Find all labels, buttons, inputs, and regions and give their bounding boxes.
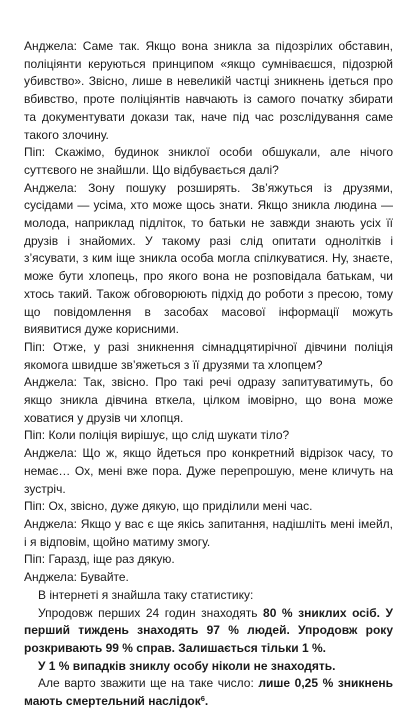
final-paragraph xyxy=(24,675,393,710)
speaker-name: Піп: xyxy=(24,499,46,514)
final-bold-statement: лише 0,25 % зникнень мають смертельний наслідок xyxy=(24,676,393,709)
dialogue-text: Ох, звісно, дуже дякую, що приділили мені час. xyxy=(48,499,313,514)
dialogue-text: Гаразд, іще раз дякую. xyxy=(48,552,175,567)
speaker-name: Піп: xyxy=(24,428,46,443)
dialogue-text: Коли поліція вирішує, що слід шукати тіло? xyxy=(48,428,290,443)
speaker-name: Анджела: xyxy=(24,570,77,585)
stats-bold-text: 80 % зниклих осіб. У перший тиждень знаходять 97 % людей. Упродовж року розкривають 99 % справ. Залишається тільки 1 %. xyxy=(24,605,393,655)
speaker-name: Анджела: xyxy=(24,180,77,195)
dialogue-line xyxy=(24,144,393,179)
stats-paragraph xyxy=(24,605,393,658)
interview-dialogue xyxy=(24,38,393,587)
speaker-name: Анджела: xyxy=(24,516,77,531)
dialogue-line xyxy=(24,498,393,516)
dialogue-text: Отже, у разі зникнення сімнадцятирічної дівчини поліція якомога швидше зв’яжеться з її друзями та хлопцем? xyxy=(24,339,393,372)
dialogue-line xyxy=(24,339,393,374)
dialogue-text: Так, звісно. Про такі речі одразу запитуватимуть, бо якщо зникла дівчина вткела, цілком імовірно, що вона може ховатися у друзів чи хлопця. xyxy=(24,375,394,425)
dialogue-line xyxy=(24,38,393,144)
stats-text: Упродовж перших 24 годин знаходять xyxy=(38,605,264,620)
speaker-name: Піп: xyxy=(24,552,46,567)
dialogue-line xyxy=(24,180,393,339)
dialogue-line xyxy=(24,516,393,551)
footnote-marker: 6 xyxy=(200,694,205,704)
dialogue-text: Що ж, якщо йдеться про конкретний відрізок часу, то немає… Ох, мені вже пора. Дуже перепрошую, мене кличуть на зустріч. xyxy=(24,446,393,496)
dialogue-line xyxy=(24,551,393,569)
dialogue-text: Якщо у вас є ще якісь запитання, надішліть мені імейл, і я відповім, щойно матиму змогу. xyxy=(24,516,393,549)
dialogue-text: Скажімо, будинок зниклої особи обшукали, але нічого суттєвого не знайшли. Що відбувається далі? xyxy=(24,145,393,177)
dialogue-line xyxy=(24,374,393,427)
speaker-name: Піп: xyxy=(24,145,46,160)
dialogue-text: Саме так. Якщо вона зникла за підозрілих обставин, поліціянти керуються принципом «якщо сумніваєшся, підозрюй убивство». Звісно, лише в невеликій частці зникнень ідеться про вбивство, проте поліціянтів навчають із самого початку збирати та документувати докази так, наче під час розслідування саме такого злочину. xyxy=(24,39,393,142)
final-period: . xyxy=(204,694,209,709)
stats-intro: В інтернеті я знайшла таку статистику: xyxy=(38,587,254,602)
dialogue-line xyxy=(24,569,393,587)
dialogue-line xyxy=(24,445,393,498)
one-percent-statement xyxy=(24,658,393,676)
speaker-name: Піп: xyxy=(24,339,46,354)
dialogue-line xyxy=(24,427,393,445)
speaker-name: Анджела: xyxy=(24,39,77,53)
dialogue-text: Зону пошуку розширять. Зв’яжуться із друзями, сусідами — усіма, хто може щось знати. Якщо зникла людина — молода, наприклад підліток, то батьки не завжди знають усіх її друзів і знайомих. У такому разі слід опитати однолітків і з’ясувати, з ким іще зникла особа могла спілкуватися. Ну, знаєте, може бути хлопець, про якого вона не розповідала батькам, чи хтось такий. Також обговорюють підхід до роботи з пресою, тому що повідомлення в засобах масової інформації можуть виявитися дуже корисними. xyxy=(24,180,393,337)
dialogue-text: Бувайте. xyxy=(80,570,129,585)
final-text: Але варто зважити ще на таке число: xyxy=(38,676,259,691)
speaker-name: Анджела: xyxy=(24,375,77,390)
speaker-name: Анджела: xyxy=(24,446,77,461)
one-percent-text: У 1 % випадків зниклу особу ніколи не знаходять. xyxy=(38,658,336,673)
